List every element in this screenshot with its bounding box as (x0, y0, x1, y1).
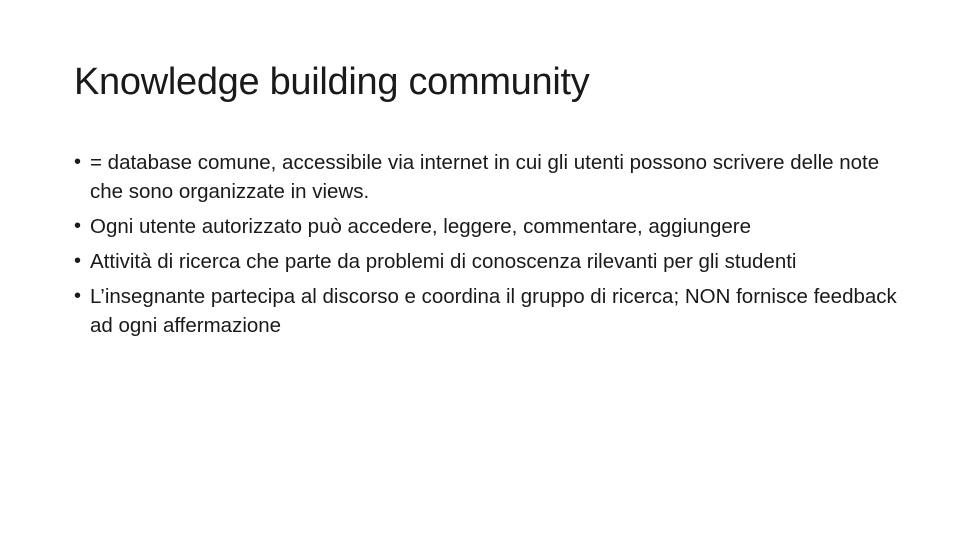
bullet-text: = database comune, accessibile via internet in cui gli utenti possono scrivere delle note che sono organizzate in views. (90, 151, 880, 203)
bullet-item (74, 282, 904, 340)
bullet-item (74, 212, 904, 241)
bullet-icon: • (74, 250, 82, 272)
bullet-item (74, 247, 904, 276)
bullet-text: Attività di ricerca che parte da problemi di conoscenza rilevanti per gli studenti (90, 250, 797, 273)
bullet-text: Ogni utente autorizzato può accedere, leggere, commentare, aggiungere (90, 215, 751, 238)
bullet-icon: • (74, 285, 82, 307)
bullet-icon: • (74, 215, 82, 237)
bullet-list (74, 148, 904, 346)
slide-title: Knowledge building community (74, 61, 590, 103)
bullet-icon: • (74, 151, 82, 173)
bullet-text: L’insegnante partecipa al discorso e coordina il gruppo di ricerca; NON fornisce feedback ad ogni affermazione (90, 285, 897, 337)
bullet-item (74, 148, 904, 206)
